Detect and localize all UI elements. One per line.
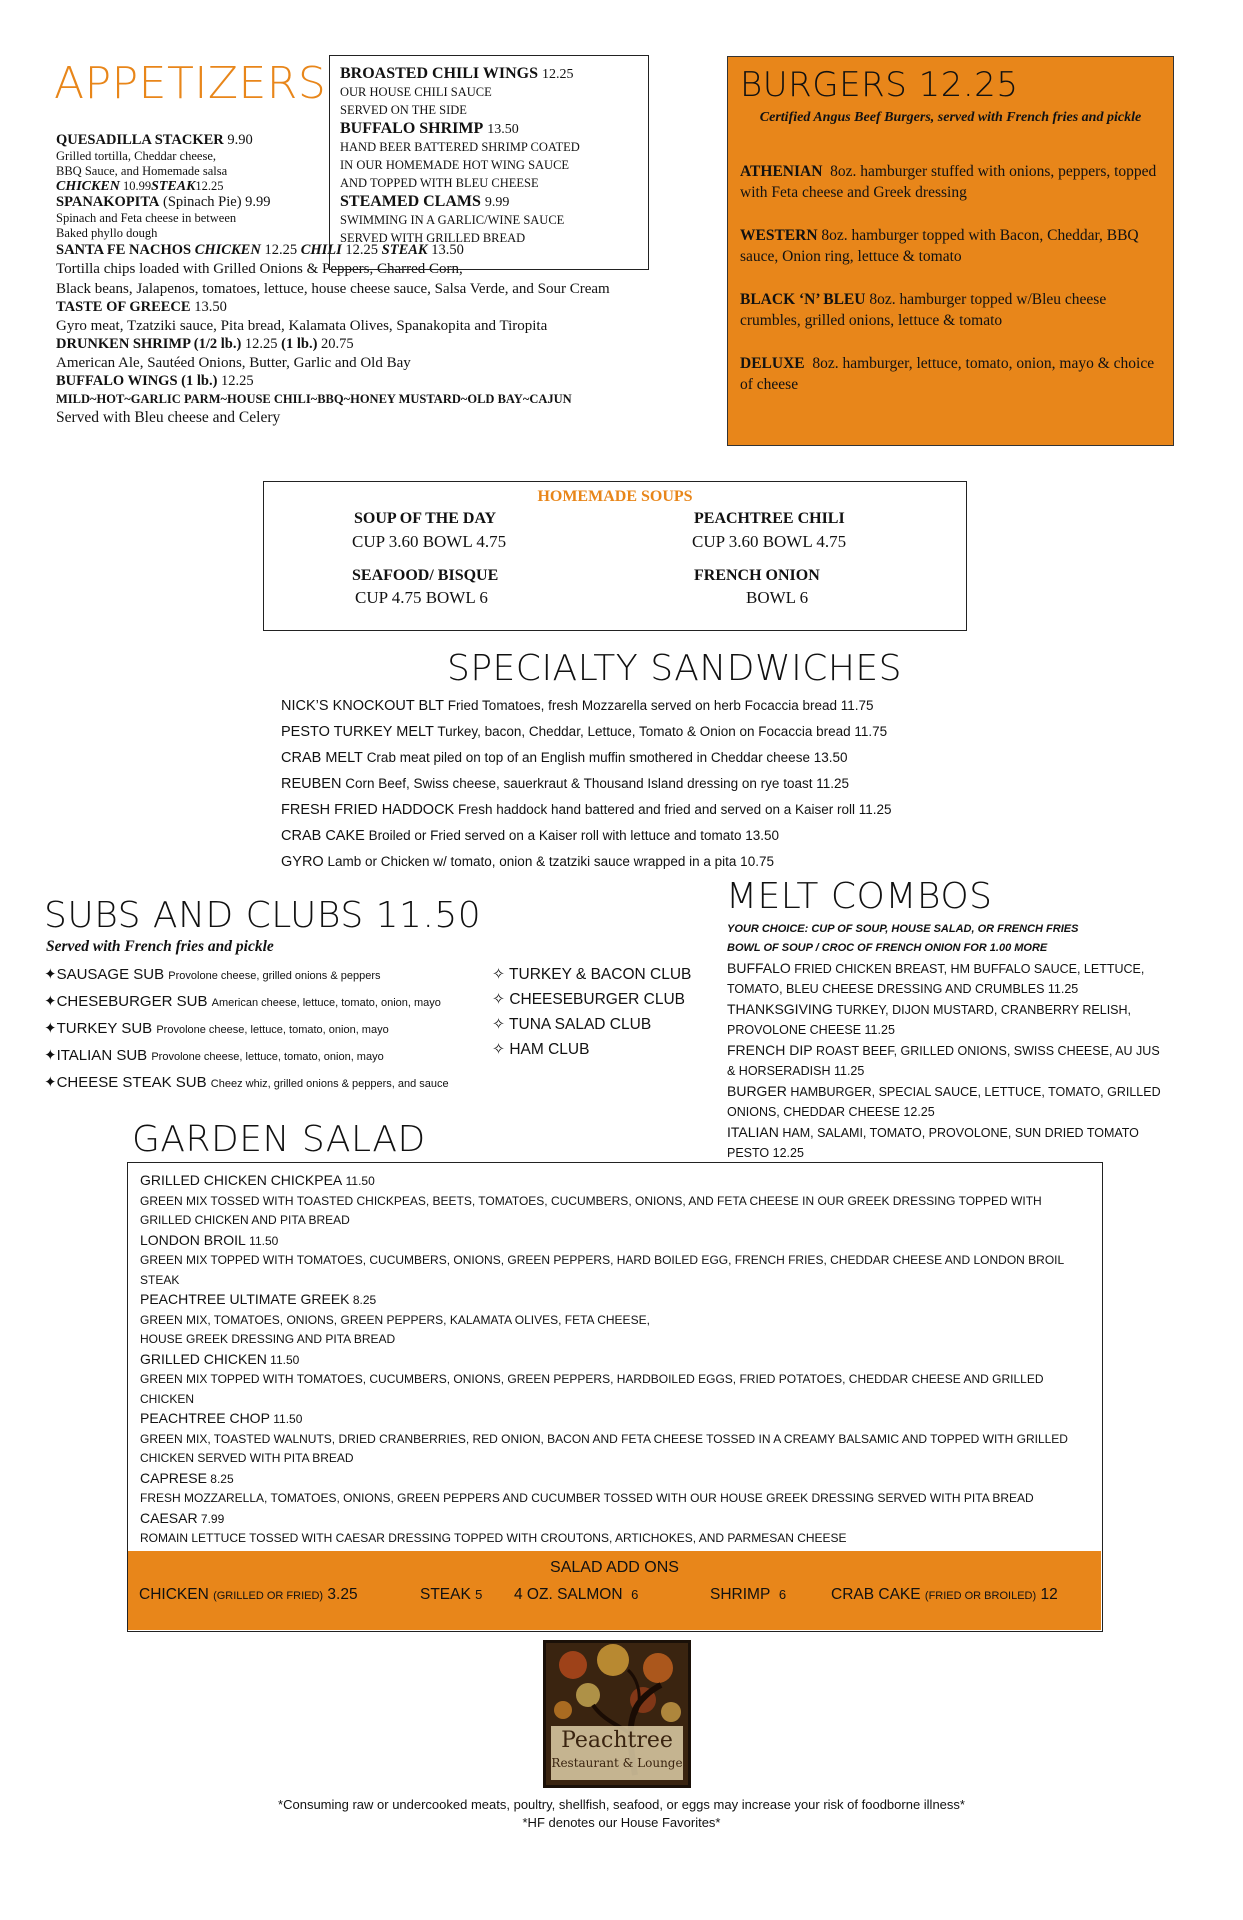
melt-item: FRENCH DIP ROAST BEEF, GRILLED ONIONS, SWISS CHEESE, AU JUS & HORSERADISH 11.25 xyxy=(727,1042,1160,1078)
sub-item: ✦CHESEBURGER SUB American cheese, lettuce, tomato, onion, mayo xyxy=(44,993,441,1010)
sub-item: ✦TURKEY SUB Provolone cheese, lettuce, tomato, onion, mayo xyxy=(44,1020,389,1037)
burger-item: WESTERN 8oz. hamburger topped with Bacon, Cheddar, BBQ sauce, Onion ring, lettuce & tomato xyxy=(740,227,1139,265)
footer-disclaimer: *Consuming raw or undercooked meats, poultry, shellfish, seafood, or eggs may increase your risk of foodborne illness* xyxy=(278,1797,965,1812)
sandwich-item: REUBEN Corn Beef, Swiss cheese, sauerkraut & Thousand Island dressing on rye toast 11.25 xyxy=(281,776,849,792)
sub-item: ✦ITALIAN SUB Provolone cheese, lettuce, tomato, onion, mayo xyxy=(44,1047,384,1064)
burger-item: DELUXE 8oz. hamburger, lettuce, tomato, onion, mayo & choice of cheese xyxy=(740,355,1155,393)
sandwich-item: NICK’S KNOCKOUT BLT Fried Tomatoes, fresh Mozzarella served on herb Focaccia bread 11.75 xyxy=(281,698,874,714)
soup-name: SOUP OF THE DAY xyxy=(354,510,497,527)
clubs-list xyxy=(492,962,732,1062)
burgers-subtitle: Certified Angus Beef Burgers, served with French fries and pickle xyxy=(759,110,1142,125)
sub-item: ✦SAUSAGE SUB Provolone cheese, grilled onions & peppers xyxy=(44,966,381,983)
sandwich-item: PESTO TURKEY MELT Turkey, bacon, Cheddar, Lettuce, Tomato & Onion on Focaccia bread 11.75 xyxy=(281,724,888,740)
salad-item: CAESAR 7.99 xyxy=(140,1509,225,1526)
addon-salmon: 4 OZ. SALMON 6 xyxy=(514,1586,639,1603)
soup-name: PEACHTREE CHILI xyxy=(694,510,845,527)
appetizers-title: APPETIZERS xyxy=(54,58,327,109)
sub-item: ✦CHEESE STEAK SUB Cheez whiz, grilled onions & peppers, and sauce xyxy=(44,1074,449,1091)
melt-item: THANKSGIVING TURKEY, DIJON MUSTARD, CRANBERRY RELISH, PROVOLONE CHEESE 11.25 xyxy=(727,1001,1132,1037)
sandwich-item: CRAB MELT Crab meat piled on top of an English muffin smothered in Cheddar cheese 13.50 xyxy=(281,750,848,766)
restaurant-logo xyxy=(543,1640,691,1788)
melts-title: MELT COMBOS xyxy=(726,876,993,917)
appetizers-list: QUESADILLA STACKER 9.90 Grilled tortilla, Cheddar cheese, BBQ Sauce, and Homemade salsa CHICKEN 10.99STEAK12.25 SPANAKOPITA (Spinach Pie) 9.99 Spinach and Feta cheese in between Baked phyllo dough SANTA FE NACHOS CHICKEN 12.25 CHILI 12.25 STEAK 13.50 Tortilla chips loaded with Grilled Onions & Peppers, Charred Corn, Black beans, Jalapenos, tomatoes, lettuce, house cheese sauce, Salsa Verde, and Sour Cream TASTE OF GREECE 13.50 Gyro meat, Tzatziki sauce, Pita bread, Kalamata Olives, Spanakopita and Tiropita DRUNKEN SHRIMP (1/2 lb.) 12.25 (1 lb.) 20.75 American Ale, Sautéed Onions, Butter, Garlic and Old Bay BUFFALO WINGS (1 lb.) 12.25 MILD~HOT~GARLIC PARM~HOUSE CHILI~BBQ~HONEY MUSTARD~OLD BAY~CAJUN Served with Bleu cheese and Celery xyxy=(56,132,736,428)
soup-price: CUP 3.60 BOWL 4.75 xyxy=(692,532,847,551)
sandwich-item: FRESH FRIED HADDOCK Fresh haddock hand battered and fried and served on a Kaiser roll 11.25 xyxy=(281,802,892,818)
salad-item: CAPRESE 8.25 xyxy=(140,1469,234,1486)
logo-subtitle: Restaurant & Lounge xyxy=(551,1756,683,1770)
sandwiches-list xyxy=(281,693,981,875)
soup-price: BOWL 6 xyxy=(746,588,809,607)
logo-name: Peachtree xyxy=(561,1728,673,1753)
soup-name: SEAFOOD/ BISQUE xyxy=(352,567,499,584)
addons-title: SALAD ADD ONS xyxy=(550,1559,679,1576)
footer-note: *HF denotes our House Favorites* xyxy=(522,1815,721,1830)
salad-item: LONDON BROIL 11.50 xyxy=(140,1231,279,1248)
soup-name: FRENCH ONION xyxy=(694,567,820,584)
addon-chicken: CHICKEN (GRILLED OR FRIED) 3.25 xyxy=(139,1586,358,1603)
burger-item: ATHENIAN 8oz. hamburger stuffed with onions, peppers, topped with Feta cheese and Greek dressing xyxy=(740,163,1157,201)
subs-subtitle: Served with French fries and pickle xyxy=(46,938,274,955)
addon-steak: STEAK 5 xyxy=(420,1586,483,1603)
club-item: ✧ TURKEY & BACON CLUB xyxy=(492,966,692,983)
salad-item: GRILLED CHICKEN 11.50 xyxy=(140,1350,300,1367)
addon-shrimp: SHRIMP 6 xyxy=(710,1586,787,1603)
sandwich-item: GYRO Lamb or Chicken w/ tomato, onion & tzatziki sauce wrapped in a pita 10.75 xyxy=(281,854,774,870)
soup-price: CUP 3.60 BOWL 4.75 xyxy=(352,532,507,551)
appetizer-spanakopita: SPANAKOPITA (Spinach Pie) 9.99 xyxy=(56,194,271,210)
appetizer-shrimp: DRUNKEN SHRIMP (1/2 lb.) 12.25 (1 lb.) 20.75 xyxy=(56,336,354,352)
burger-item: BLACK ‘N’ BLEU 8oz. hamburger topped w/Bleu cheese crumbles, grilled onions, lettuce & tomato xyxy=(740,291,1107,329)
appetizer-quesadilla: QUESADILLA STACKER 9.90 xyxy=(56,132,253,148)
salad-addons xyxy=(128,1551,1101,1630)
salads-box xyxy=(127,1162,1103,1632)
burgers-box xyxy=(727,56,1174,446)
salads-title: GARDEN SALAD xyxy=(132,1119,426,1160)
appetizer-greece: TASTE OF GREECE 13.50 xyxy=(56,299,227,315)
appetizer-wings: BUFFALO WINGS (1 lb.) 12.25 xyxy=(56,373,254,389)
melt-item: ITALIAN HAM, SALAMI, TOMATO, PROVOLONE, SUN DRIED TOMATO PESTO 12.25 xyxy=(727,1124,1139,1160)
appetizer-nachos: SANTA FE NACHOS CHICKEN 12.25 CHILI 12.25 STEAK 13.50 xyxy=(56,242,464,258)
sandwiches-title: SPECIALTY SANDWICHES xyxy=(447,648,903,689)
melts-list: YOUR CHOICE: CUP OF SOUP, HOUSE SALAD, OR FRENCH FRIES BOWL OF SOUP / CROC OF FRENCH ONION FOR 1.00 MORE BUFFALO FRIED CHICKEN BREAST, HM BUFFALO SAUCE, LETTUCE, TOMATO, BLEU CHEESE DRESSING AND CRUMBLES 11.25 THANKSGIVING TURKEY, DIJON MUSTARD, CRANBERRY RELISH, PROVOLONE CHEESE 11.25 FRENCH DIP ROAST BEEF, GRILLED ONIONS, SWISS CHEESE, AU JUS & HORSERADISH 11.25 BURGER HAMBURGER, SPECIAL SAUCE, LETTUCE, TOMATO, GRILLED ONIONS, CHEDDAR CHEESE 12.25 ITALIAN HAM, SALAMI, TOMATO, PROVOLONE, SUN DRIED TOMATO PESTO 12.25 xyxy=(727,920,1167,1163)
soups-title: HOMEMADE SOUPS xyxy=(537,488,693,505)
club-item: ✧ CHEESEBURGER CLUB xyxy=(492,991,686,1008)
subs-list xyxy=(44,962,504,1097)
salad-item: PEACHTREE CHOP 11.50 xyxy=(140,1410,303,1426)
footer xyxy=(0,1796,1243,1832)
club-item: ✧ TUNA SALAD CLUB xyxy=(492,1016,652,1033)
salad-item: PEACHTREE ULTIMATE GREEK 8.25 xyxy=(140,1291,377,1307)
club-item: ✧ HAM CLUB xyxy=(492,1041,590,1058)
melt-item: BURGER HAMBURGER, SPECIAL SAUCE, LETTUCE, TOMATO, GRILLED ONIONS, CHEDDAR CHEESE 12.25 xyxy=(727,1083,1161,1119)
burgers-title: BURGERS 12.25 xyxy=(740,65,1019,105)
salads-list: GRILLED CHICKEN CHICKPEA 11.50 GREEN MIX TOSSED WITH TOASTED CHICKPEAS, BEETS, TOMATOES, CUCUMBERS, ONIONS, AND FETA CHEESE IN OUR GREEK DRESSING TOPPED WITH GRILLED CHICKEN AND PITA BREAD LONDON BROIL 11.50 GREEN MIX TOPPED WITH TOMATOES, CUCUMBERS, ONIONS, GREEN PEPPERS, HARD BOILED EGG, FRENCH FRIES, CHEDDAR CHEESE AND LONDON BROIL STEAK PEACHTREE ULTIMATE GREEK 8.25 GREEN MIX, TOMATOES, ONIONS, GREEN PEPPERS, KALAMATA OLIVES, FETA CHEESE, HOUSE GREEK DRESSING AND PITA BREAD GRILLED CHICKEN 11.50 GREEN MIX TOPPED WITH TOMATOES, CUCUMBERS, ONIONS, GREEN PEPPERS, HARDBOILED EGGS, FRIED POTATOES, CHEDDAR CHEESE AND GRILLED CHICKEN PEACHTREE CHOP 11.50 GREEN MIX, TOASTED WALNUTS, DRIED CRANBERRIES, RED ONION, BACON AND FETA CHEESE TOSSED IN A CREAMY BALSAMIC AND TOPPED WITH GRILLED CHICKEN SERVED WITH PITA BREAD CAPRESE 8.25 FRESH MOZZARELLA, TOMATOES, ONIONS, GREEN PEPPERS AND CUCUMBER TOSSED WITH OUR HOUSE GREEK DRESSING SERVED WITH PITA BREAD CAESAR 7.99 ROMAIN LETTUCE TOSSED WITH CAESAR DRESSING TOPPED WITH CROUTONS, ARTICHOKES, AND PARMESAN CHEESE xyxy=(140,1171,1090,1549)
melt-item: BUFFALO FRIED CHICKEN BREAST, HM BUFFALO SAUCE, LETTUCE, TOMATO, BLEU CHEESE DRESSING AND CRUMBLES 11.25 xyxy=(727,960,1145,996)
soups-box xyxy=(263,481,967,631)
salad-item: GRILLED CHICKEN CHICKPEA 11.50 xyxy=(140,1172,375,1188)
addon-crab-cake: CRAB CAKE (FRIED OR BROILED) 12 xyxy=(831,1586,1058,1603)
soup-price: CUP 4.75 BOWL 6 xyxy=(355,588,488,607)
sandwich-item: CRAB CAKE Broiled or Fried served on a Kaiser roll with lettuce and tomato 13.50 xyxy=(281,828,780,844)
specials-box: BROASTED CHILI WINGS 12.25 OUR HOUSE CHILI SAUCE SERVED ON THE SIDE BUFFALO SHRIMP 13.50 HAND BEER BATTERED SHRIMP COATED IN OUR HOMEMADE HOT WING SAUCE AND TOPPED WITH BLEU CHEESE STEAMED CLAMS 9.99 SWIMMING IN A GARLIC/WINE SAUCE SERVED WITH GRILLED BREAD xyxy=(329,55,649,270)
subs-title: SUBS AND CLUBS 11.50 xyxy=(44,895,482,936)
